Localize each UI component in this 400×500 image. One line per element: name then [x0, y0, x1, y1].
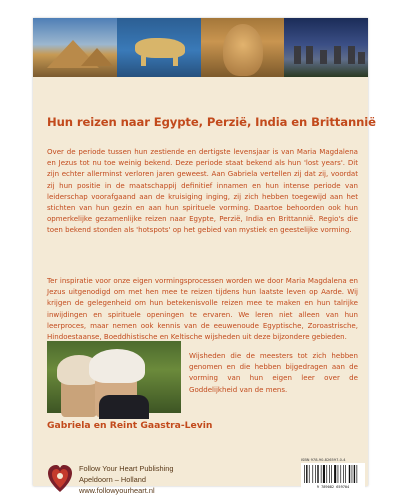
pyramids-photo — [33, 18, 117, 77]
description-paragraph-1: Over de periode tussen hun zestiende en dertigste levensjaar is van Maria Magdalena en Jezus tot nu toe weinig bekend. Deze periode staat bekend als hun 'lost years'. Dit zijn echter allerminst verloren jaren geweest. Aan Gabriela vertellen zij dat zij, voordat zij hun positie in de maatschappij definitief innamen en hun intense periode van leiderschap voorafgaand aan de kruisiging inging, zij zich hebben toegewijd aan het stichten van hun gezin en aan hun spirituele vorming. Daartoe behoorden ook hun opmerkelijke gezamenlijke reizen naar Egypte, Perzië, India en Brittannië. Regio's die toen bekend stonden als 'hotspots' op het gebied van mystiek en geestelijke vorming. — [47, 147, 358, 235]
header-photo-strip — [33, 18, 368, 77]
description-paragraph-2: Ter inspiratie voor onze eigen vormingsprocessen worden we door Maria Magdalena en Jezus uitgenodigd om met hen mee te reizen tijdens hun laatste leven op Aarde. Wij krijgen de gelegenheid om hun betekenisvolle reizen mee te maken en hun talrijke inwijdingen en spirituele openingen te ervaren. We leren niet alleen van hun leerproces, maar nemen ook kennis van de eeuwenoude Egyptische, Zoroastrische, Hindoestaanse, Boeddhistische en Keltische wijsheden uit deze bijzondere gebieden. — [47, 276, 358, 342]
publisher-location: Apeldoorn – Holland — [79, 475, 146, 485]
barcode — [301, 463, 365, 489]
author-names: Gabriela en Reint Gaastra-Levin — [47, 420, 213, 431]
heart-logo — [47, 462, 73, 496]
publisher-url[interactable]: www.followyourheart.nl — [79, 486, 155, 496]
barcode-digits: 9 789082 659704 — [316, 485, 350, 489]
buddha-face-photo — [201, 18, 285, 77]
lion-relief-photo — [117, 18, 201, 77]
book-subtitle: Hun reizen naar Egypte, Perzië, India en Brittannië — [47, 115, 376, 129]
book-back-cover — [33, 18, 376, 496]
isbn-text: ISBN 978-90-826597-0-4 — [301, 458, 346, 462]
publisher-block — [79, 463, 174, 497]
description-paragraph-3: Wijsheden die de meesters tot zich hebben genomen en die hebben bijgedragen aan de vorming van hun eigen leer over de Goddelijkheid van de mens. — [189, 351, 358, 394]
publisher-name: Follow Your Heart Publishing — [79, 464, 174, 473]
stonehenge-photo — [284, 18, 368, 77]
authors-photo — [47, 341, 181, 413]
